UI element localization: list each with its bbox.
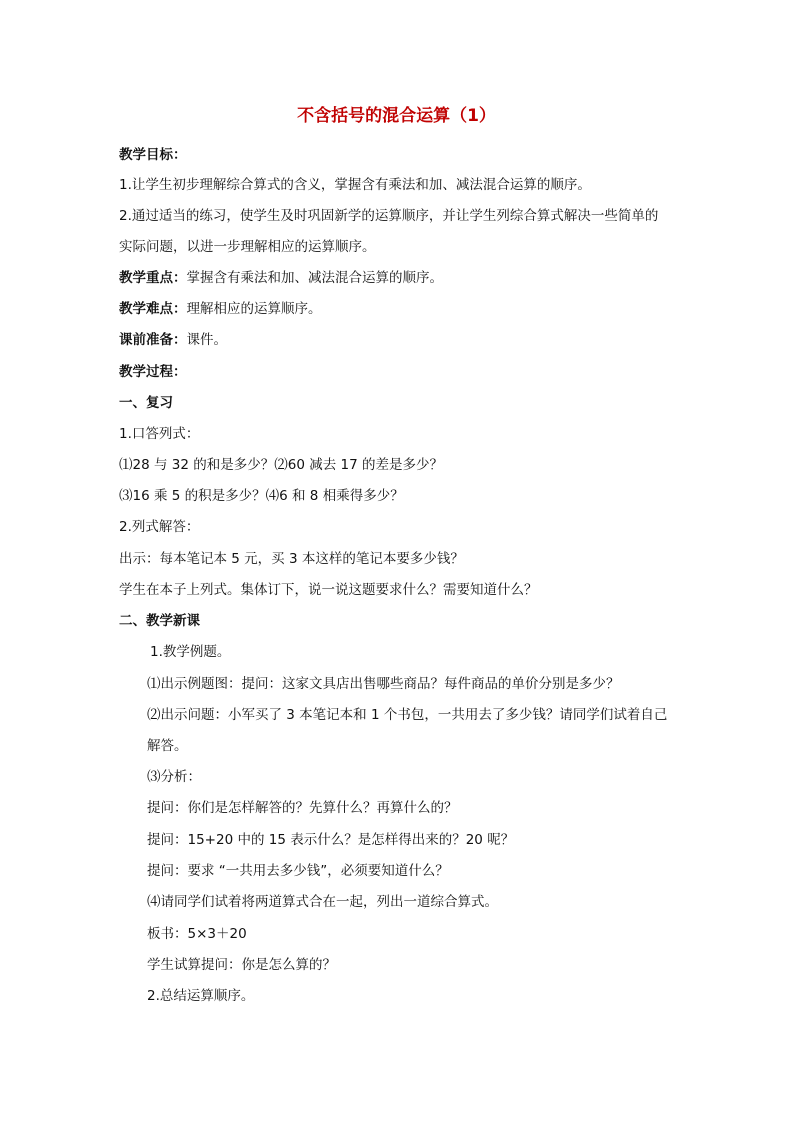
student-try: 学生试算提问：你是怎么算的？	[147, 957, 336, 973]
question-1: 提问：你们是怎样解答的？先算什么？再算什么的？	[147, 800, 458, 816]
objectives-heading: 教学目标：	[119, 147, 187, 163]
example-heading: 1.教学例题。	[150, 644, 231, 660]
process-heading: 教学过程：	[119, 364, 187, 380]
oral-question-1: ⑴28 与 32 的和是多少？⑵60 减去 17 的差是多少？	[119, 457, 443, 473]
key-point-label: 教学重点：	[119, 270, 187, 286]
preparation-text: 课件。	[186, 332, 227, 348]
preparation	[119, 330, 699, 350]
page-title: 不含括号的混合运算（1）	[297, 106, 496, 126]
new-lesson-heading: 二、教学新课	[119, 613, 200, 629]
written-student: 学生在本子上列式。集体订下，说一说这题要求什么？需要知道什么？	[119, 582, 538, 598]
objective-item-2-cont: 实际问题，以进一步理解相应的运算顺序。	[119, 239, 376, 255]
difficulty-label: 教学难点：	[119, 301, 187, 317]
step-3: ⑶分析：	[147, 769, 201, 785]
difficulty	[119, 299, 699, 319]
preparation-label: 课前准备：	[119, 332, 187, 348]
objective-item-2: 2.通过适当的练习，使学生及时巩固新学的运算顺序，并让学生列综合算式解决一些简单的	[119, 208, 659, 224]
step-2: ⑵出示问题：小军买了 3 本笔记本和 1 个书包，一共用去了多少钱？请同学们试着自己	[147, 707, 668, 723]
question-2: 提问：15+20 中的 15 表示什么？是怎样得出来的？20 呢？	[147, 832, 515, 848]
difficulty-text: 理解相应的运算顺序。	[186, 301, 322, 317]
step-1: ⑴出示例题图：提问：这家文具店出售哪些商品？每件商品的单价分别是多少？	[147, 676, 620, 692]
step-4: ⑷请同学们试着将两道算式合在一起，列出一道综合算式。	[147, 894, 498, 910]
written-show: 出示：每本笔记本 5 元，买 3 本这样的笔记本要多少钱？	[119, 551, 464, 567]
question-3: 提问：要求 “一共用去多少钱”，必须要知道什么？	[147, 863, 449, 879]
written-heading: 2.列式解答：	[119, 519, 200, 535]
review-heading: 一、复习	[119, 395, 173, 411]
oral-question-2: ⑶16 乘 5 的积是多少？⑷6 和 8 相乘得多少？	[119, 488, 404, 504]
board-writing: 板书：5×3＋20	[147, 926, 247, 942]
key-point	[119, 268, 699, 288]
summary-heading: 2.总结运算顺序。	[147, 988, 255, 1004]
key-point-text: 掌握含有乘法和加、减法混合运算的顺序。	[186, 270, 443, 286]
objective-item-1: 1.让学生初步理解综合算式的含义，掌握含有乘法和加、减法混合运算的顺序。	[119, 177, 591, 193]
step-2-cont: 解答。	[147, 738, 188, 754]
oral-heading: 1.口答列式：	[119, 426, 200, 442]
